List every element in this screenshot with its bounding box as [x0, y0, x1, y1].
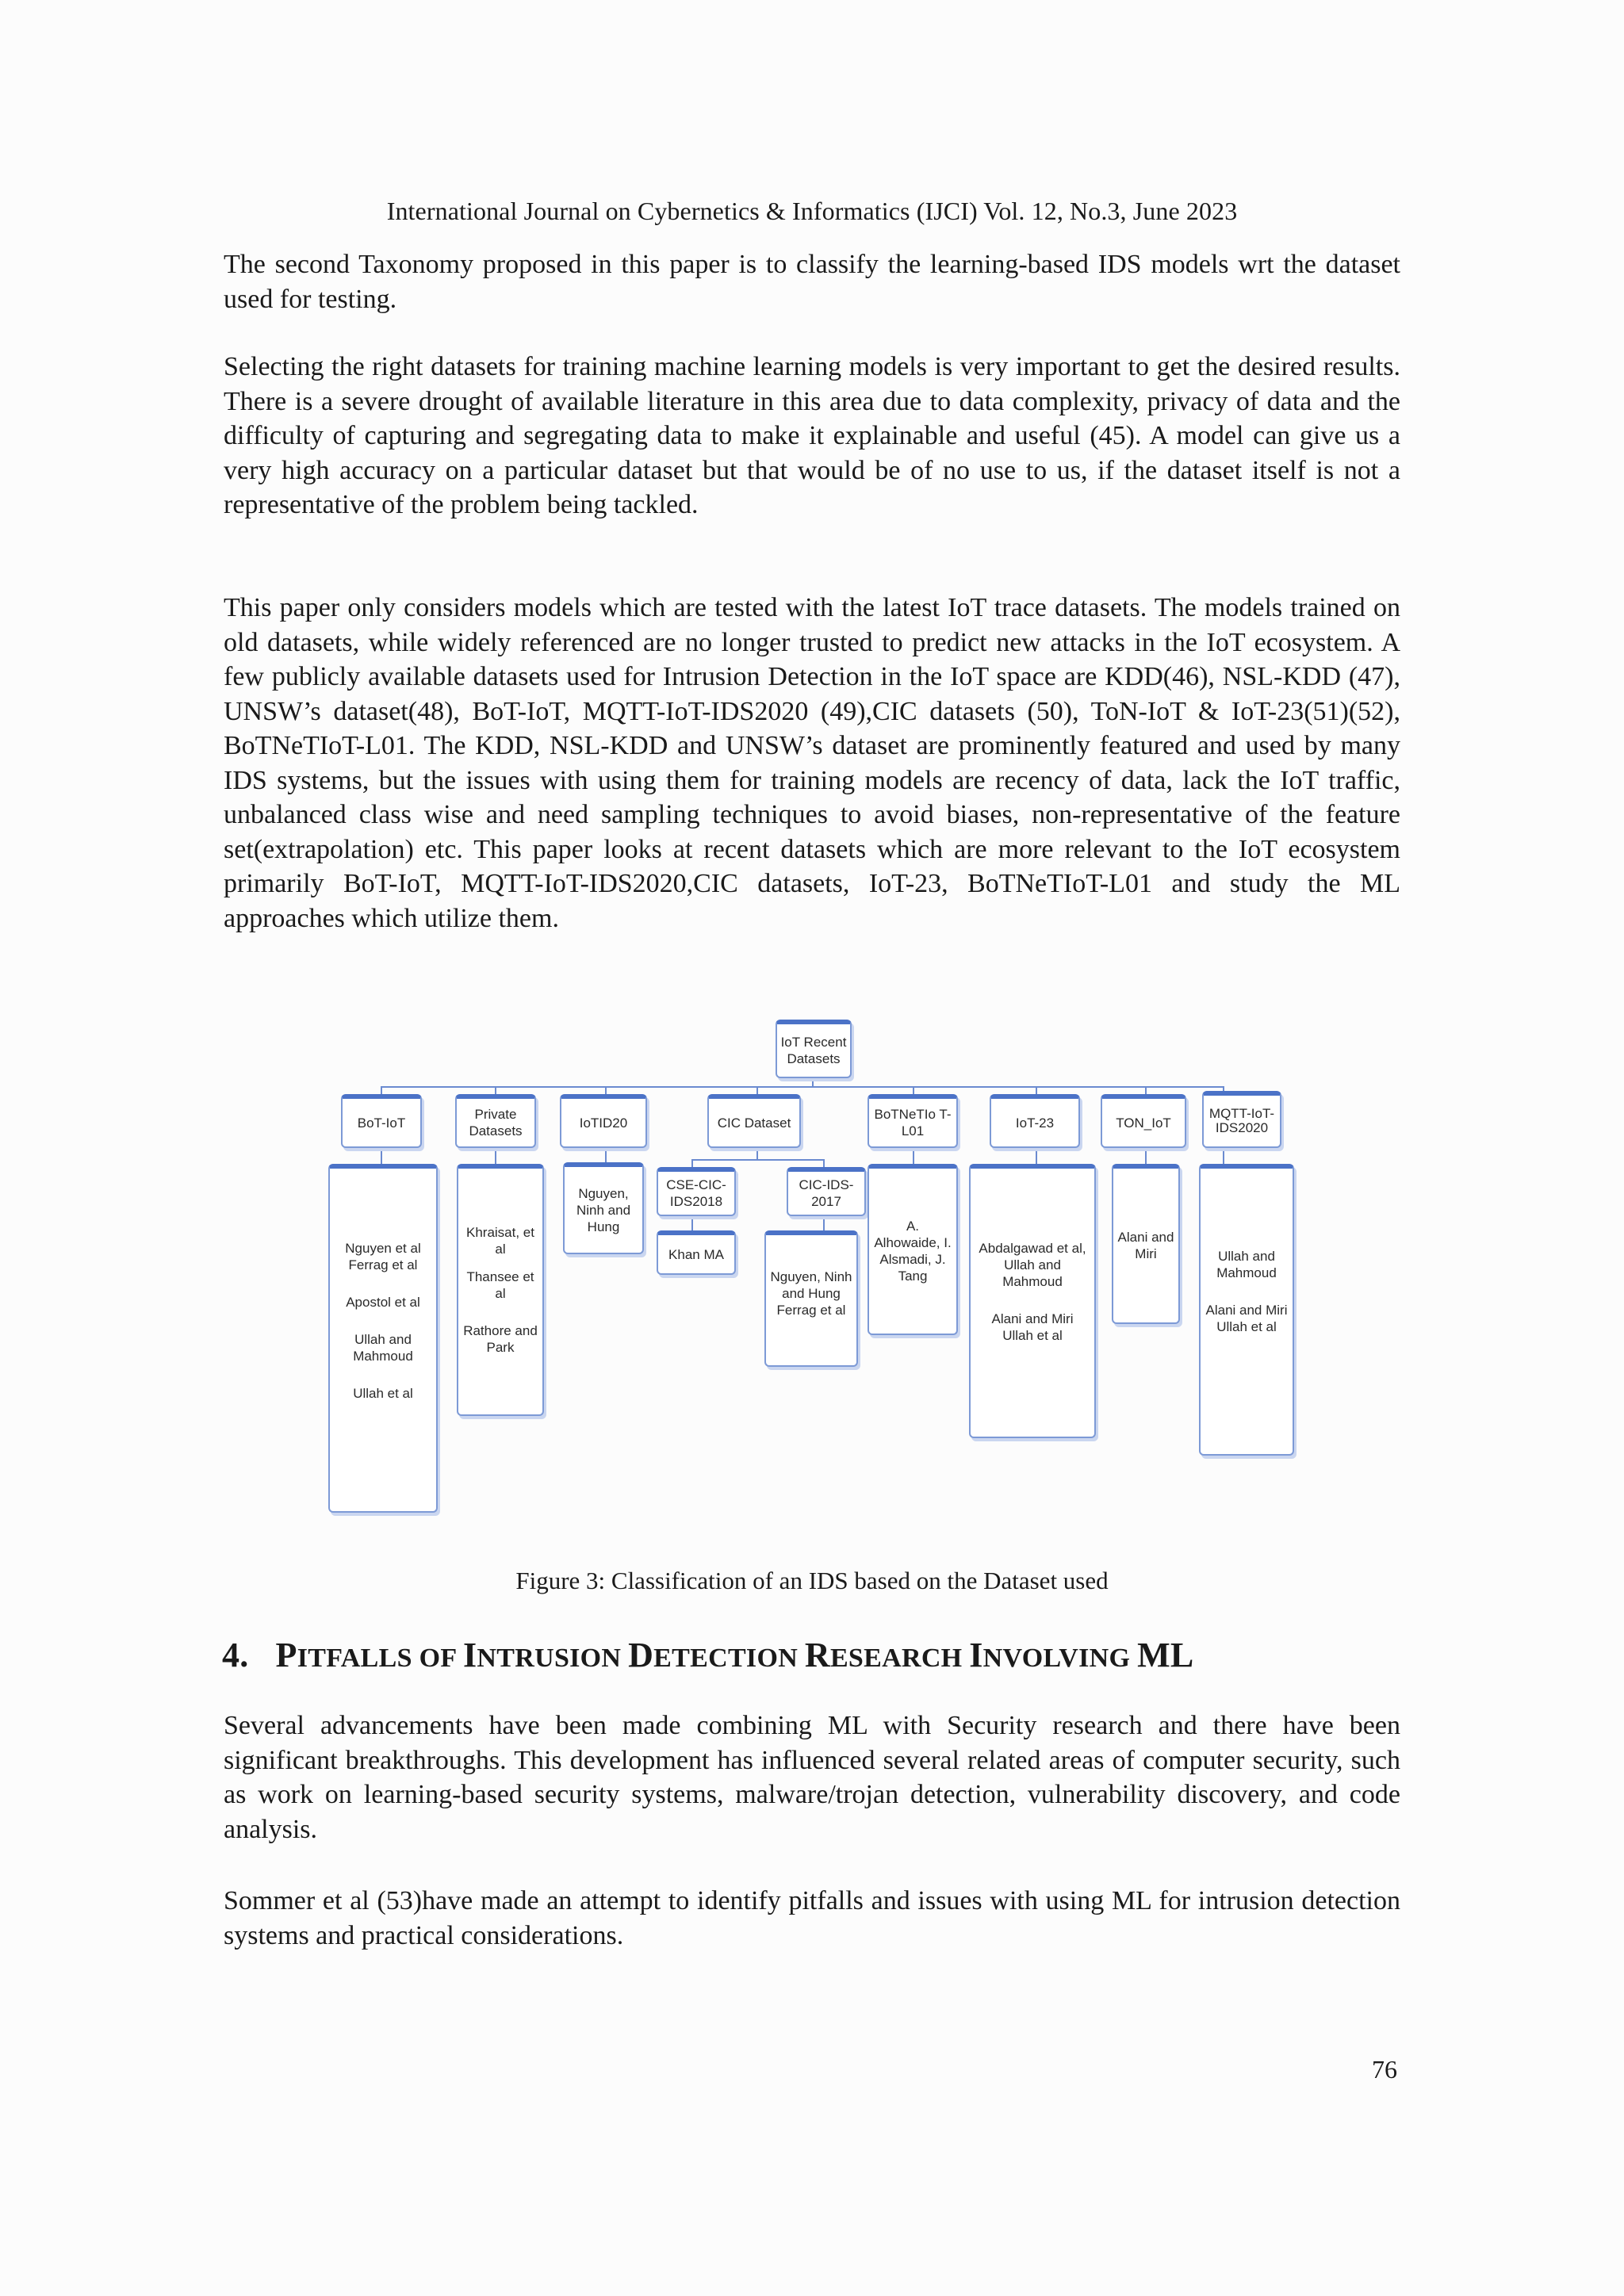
node-ton: TON_IoT [1101, 1094, 1186, 1148]
connector-cic2017b [823, 1216, 825, 1230]
section-number: 4. [222, 1636, 249, 1674]
connector-cic-split [691, 1159, 823, 1161]
node-botiot: BoT-IoT [341, 1094, 422, 1148]
node-iot23: IoT-23 [990, 1094, 1080, 1148]
leaf-cse-cic: Khan MA [657, 1230, 736, 1275]
node-cic2017: CIC-IDS-2017 [787, 1167, 866, 1216]
node-botnet: BoTNeTIo T-L01 [868, 1094, 958, 1148]
connector-cse2 [691, 1216, 693, 1230]
figure-caption: Figure 3: Classification of an IDS based on the Dataset used [515, 1567, 1109, 1594]
leaf-private: Khraisat, et al Thansee et al Rathore and Park [457, 1164, 544, 1416]
section-heading: 4. PITFALLS OF INTRUSION DETECTION RESEARCH INVOLVING ML [222, 1636, 1194, 1674]
leaf-botiot: Nguyen et al Ferrag et al Apostol et al Ullah and Mahmoud Ullah et al [328, 1164, 438, 1513]
connector-e2 [913, 1148, 914, 1164]
node-iotid20: IoTID20 [560, 1094, 647, 1148]
connector-h2 [1223, 1148, 1224, 1164]
leaf-iotid20: Nguyen, Ninh and Hung [563, 1162, 644, 1254]
paragraph-datasets: Selecting the right datasets for training machine learning models is very important to get the desired results. There is a severe drought of available literature in this area due to data complexity, privacy of data and the difficulty of capturing and segregating data to make it explainable and useful (45). A model can give us a very high accuracy on a particular dataset but that would be of no use to us, if the dataset itself is not a representative of the problem being tackled. [224, 352, 1400, 519]
node-cse-cic: CSE-CIC-IDS2018 [657, 1167, 736, 1216]
leaf-cic2017: Nguyen, Ninh and Hung Ferrag et al [764, 1230, 858, 1367]
connector-c2 [605, 1148, 607, 1162]
leaf-iot23: Abdalgawad et al, Ullah and Mahmoud Alani and Miri Ullah et al [969, 1164, 1096, 1438]
paragraph-taxonomy: The second Taxonomy proposed in this paper is to classify the learning-based IDS models wrt the dataset used for testing. [224, 250, 1400, 314]
connector-f2 [1036, 1148, 1037, 1164]
node-root: IoT Recent Datasets [776, 1020, 852, 1078]
leaf-botnet: A. Alhowaide, I. Alsmadi, J. Tang [868, 1164, 958, 1335]
leaf-mqtt: Ullah and Mahmoud Alani and Miri Ullah et al [1199, 1164, 1294, 1456]
connector-g2 [1145, 1148, 1147, 1164]
node-cic: CIC Dataset [707, 1094, 801, 1148]
paragraph-sommer: Sommer et al (53)have made an attempt to identify pitfalls and issues with using ML for intrusion detection systems and practical considerations. [224, 1886, 1400, 1950]
paragraph-iot-traces: This paper only considers models which are tested with the latest IoT trace datasets. The models trained on old datasets, while widely referenced are no longer trusted to predict new attacks in the IoT ecosystem. A few publicly available datasets used for Intrusion Detection in the IoT space are KDD(46), NSL-KDD (47), UNSW’s dataset(48), BoT-IoT, MQTT-IoT-IDS2020 (49),CIC datasets (50), ToN-IoT & IoT-23(51)(52), BoTNeTIoT-L01. The KDD, NSL-KDD and UNSW’s dataset are prominently featured and used by many IDS systems, but the issues with using them for training models are recency of data, lack the IoT traffic, unbalanced class wise and need sampling techniques to avoid biases, non-representative of the feature set(extrapolation) etc. This paper looks at recent datasets which are more relevant to the IoT ecosystem primarily BoT-IoT, MQTT-IoT-IDS2020,CIC datasets, IoT-23, BoTNeTIoT-L01 and study the ML approaches which utilize them. [224, 593, 1400, 933]
dataset-taxonomy-diagram [320, 1015, 1312, 1522]
node-private: Private Datasets [455, 1094, 536, 1148]
connector-main [381, 1086, 1223, 1088]
connector-a2 [381, 1148, 382, 1164]
leaf-ton: Alani and Miri [1112, 1164, 1180, 1324]
node-mqtt: MQTT-IoT-IDS2020 [1202, 1091, 1281, 1148]
connector-d2 [756, 1148, 758, 1159]
page-number: 76 [1372, 2055, 1397, 2084]
journal-header: International Journal on Cybernetics & Informatics (IJCI) Vol. 12, No.3, June 2023 [386, 197, 1238, 225]
paragraph-advancements: Several advancements have been made combining ML with Security research and there have been significant breakthroughs. This development has influenced several related areas of computer security, such as work on learning-based security systems, malware/trojan detection, vulnerability discovery, and code analysis. [224, 1711, 1400, 1844]
connector-b2 [495, 1148, 496, 1164]
